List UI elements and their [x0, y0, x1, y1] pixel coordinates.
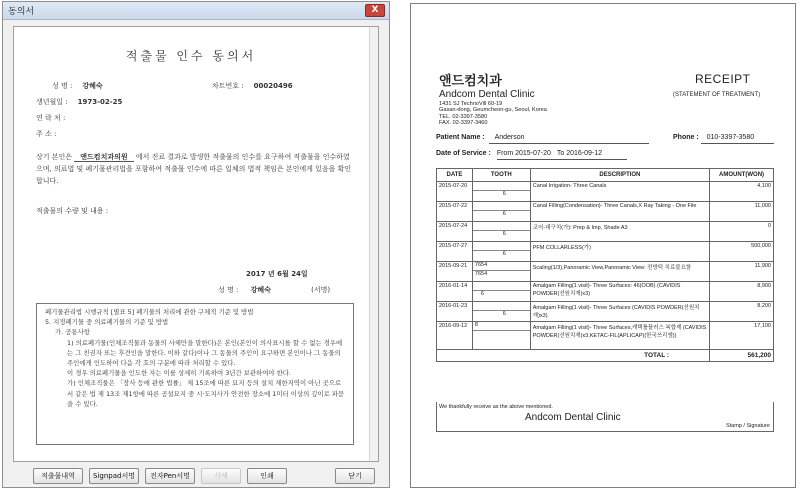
name-field: 성 명 : 강혜숙 — [52, 82, 103, 90]
total-amount: 561,200 — [710, 350, 774, 362]
signer-row: 성 명 : 강혜숙 (서명) — [218, 286, 331, 294]
patient-name: Patient Name : Anderson — [436, 134, 525, 141]
consent-document — [13, 26, 379, 462]
table-row: 2015-09-21 7654 7654 Scaling(1/3),Panoramic View,Panoramic View: 전방턱 치료불요함 11,900 — [437, 262, 774, 282]
consent-date: 2017 년 6월 24일 — [246, 270, 308, 278]
header-amount: AMOUNT(WON) — [710, 169, 774, 182]
thanks-note: We thankfully receive as the above mentioned. — [439, 404, 553, 410]
contact-field: 연 락 처 : — [36, 114, 66, 122]
chart-number-field: 차트번호 : 00020496 — [212, 82, 293, 90]
table-row: 2016-09-12 8 Amalgam Filling(1 visit)- Three Surfaces,캐택톨플러스 복합제 (CAVIDIS POWDER(선원치재)x3,KETAC-FIL(APLICAP)(한국쓰리엠)) 17,100 — [437, 322, 774, 350]
receipt-title: RECEIPT — [695, 72, 751, 86]
delete-button[interactable]: 삭제 — [201, 468, 241, 484]
consent-statement: 상기 본인은 앤드컴치과의원 에서 진료 결과로 발생한 적출물의 인수를 요구하여 적출물을 인수하였으며, 의료법 및 폐기물관리법을 포함하여 적출물 인수에 따른 일체의 법적 책임은 본인에게 있음을 확인합니다. — [36, 153, 352, 185]
button-bar — [3, 468, 389, 486]
signer-name: 강혜숙 — [250, 286, 271, 294]
sign-mark: (서명) — [311, 286, 331, 294]
address-field: 주 소 : — [36, 130, 57, 138]
clinic-address: 1431 SJ TechnoVill 60-19 Gasan-dong, Geumcheon-gu, Seoul, Korea TEL. 02-3397-3580 FAX. 02-3397-3460 — [439, 101, 547, 127]
items-label: 적출물의 수량 및 내용 : — [36, 207, 109, 215]
scrollbar[interactable] — [369, 27, 378, 461]
table-row: 2015-07-22 6 Canal Filling(Condensation)- Three Canals,X Ray Taking - One File 11,000 — [437, 202, 774, 222]
epen-sign-button[interactable]: 전자Pen서명 — [145, 468, 195, 484]
total-label: TOTAL : — [437, 350, 710, 362]
table-row: 2015-07-27 6 PFM COLLARLESS(가) 500,000 — [437, 242, 774, 262]
total-row — [437, 350, 774, 362]
treatment-table — [436, 168, 774, 362]
receipt-subtitle: (STATEMENT OF TREATMENT) — [673, 92, 761, 98]
service-underline — [497, 159, 627, 160]
header-date: DATE — [437, 169, 473, 182]
close-button[interactable]: 닫기 — [335, 468, 375, 484]
footer-clinic-name: Andcom Dental Clinic — [525, 412, 621, 423]
header-tooth: TOOTH — [472, 169, 530, 182]
birthdate-field: 생년월일 : 1973-02-25 — [36, 98, 123, 106]
legal-notes: 폐기물관리법 시행규칙 [별표 5] 폐기물의 처리에 관한 구체적 기준 및 방법 5. 지정폐기물 중 의료폐기물의 기준 및 방법 가. 공통사항 1) 의료폐기물(인체조직물과 동물의 사체만을 말한다)은 본인(본인이 의사표시를 할 수 없는 경우에는 그 친권자 또는 후견인을 말한다. 이하 같다)이나 그 동물의 주인이 요구하면 본인이나 그 동물의 주인에게 인도하여 다음 각 호의 구분에 따라 처리할 수 있다. 이 경우 의료폐기물을 인도한 자는 이를 상세히 기록하여 3년간 보관하여야 한다. 가) 인체조직물은 「장사 등에 관한 법률」 제 15조에 따른 묘지 등의 설치 제한지역이 아닌 곳으로서 같은 법 제 13조 제1항에 따른 공설묘지 중 시·도지사가 안전한 장소에 1미터 이상의 깊이로 파묻을 수 있다. — [36, 303, 354, 445]
clinic-name-english: Andcom Dental Clinic — [439, 89, 535, 100]
stamp-signature: Stamp / Signature — [725, 423, 770, 429]
signpad-sign-button[interactable]: Signpad서명 — [89, 468, 139, 484]
table-row: 2016-01-23 6 Amalgam Filling(1 visit)- Three Surfaces (CAVIDIS POWDER(선원치재)x3) 8,200 — [437, 302, 774, 322]
document-title: 적출물 인수 동의서 — [125, 49, 257, 63]
phone: Phone : 010-3397-3580 — [673, 134, 755, 141]
hospital-name: 앤드컴치과의원 — [74, 153, 133, 162]
receipt-preview — [410, 3, 796, 488]
window-title: 동의서 — [8, 7, 35, 17]
table-row: 2015-07-20 6 Canal Irrigation- Three Canals 4,100 — [437, 182, 774, 202]
window-titlebar — [3, 2, 389, 20]
consent-window — [2, 1, 390, 488]
close-icon[interactable]: X — [365, 4, 385, 17]
date-of-service: Date of Service : From 2015-07-20 To 2016-09-12 — [436, 150, 603, 157]
table-row: 2016-01-14 6 Amalgam Filling(1 visit)- Three Surfaces: 46(OOB) (CAVIDIS POWDER(선원치재)x3) 8,900 — [437, 282, 774, 302]
phone-underline — [701, 143, 774, 144]
header-description: DESCRIPTION — [530, 169, 709, 182]
table-row: 2015-07-24 6 코어-대구치(가): Prep & Imp, Shade A3 0 — [437, 222, 774, 242]
patient-underline — [489, 143, 649, 144]
extracted-items-button[interactable]: 적출물내역 — [33, 468, 83, 484]
print-button[interactable]: 인쇄 — [247, 468, 287, 484]
clinic-name-korean: 앤드컴치과 — [439, 73, 502, 88]
receipt-footer — [436, 402, 774, 432]
